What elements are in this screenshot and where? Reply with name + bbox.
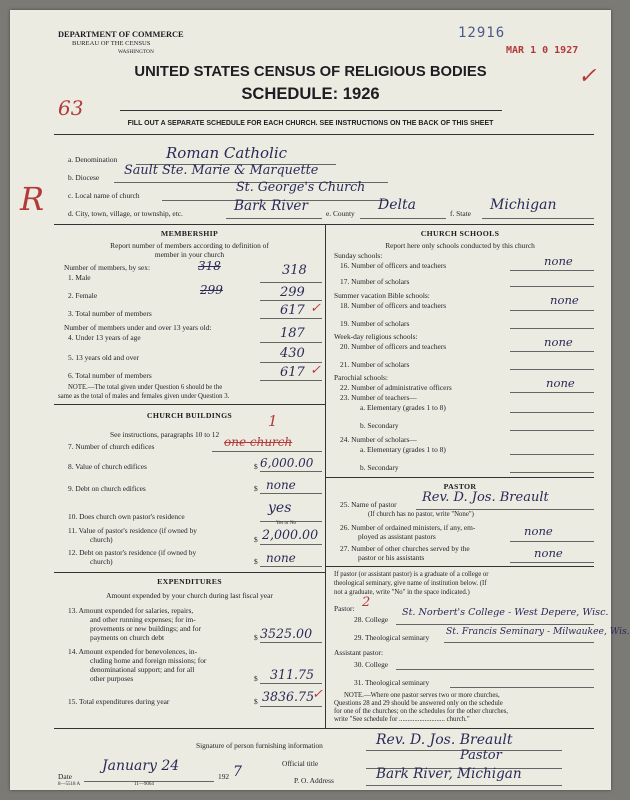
q27-label-2: pastor or his assistants <box>358 553 425 562</box>
schedule-number-stamp: 12916 <box>458 25 506 41</box>
membership-heading: MEMBERSHIP <box>160 229 219 238</box>
city-town-label: d. City, town, village, or township, etc. <box>68 209 183 218</box>
q7-label: 7. Number of church edifices <box>68 442 155 451</box>
local-name-label: c. Local name of church <box>68 191 140 200</box>
pastor-note-3: for one of the churches; on the schedules for the other churches, <box>334 708 509 715</box>
q12-dollar: $ <box>254 557 258 566</box>
q24-label: 24. Number of scholars— <box>340 435 417 444</box>
q8-value: 6,000.00 <box>260 456 314 470</box>
q20-value: none <box>544 335 573 349</box>
q29-label: 29. Theological seminary <box>354 633 430 642</box>
q22-label: 22. Number of administrative officers <box>340 383 452 392</box>
margin-r-mark: R <box>20 180 45 218</box>
census-schedule-sheet <box>10 10 630 790</box>
edifice-count-note: 1 <box>268 412 278 430</box>
q14-line-3: denominational support; and for all <box>90 665 195 674</box>
q14-line-2: cluding home and foreign missions; for <box>90 656 207 665</box>
q16-value: none <box>544 254 573 268</box>
q19-label: 19. Number of scholars <box>340 319 410 328</box>
q13-line-4: payments on church debt <box>90 633 165 642</box>
q10-hint: Yes or No <box>276 521 297 526</box>
q24b-label: b. Secondary <box>360 463 399 472</box>
signature-label: Signature of person furnishing information <box>196 741 323 750</box>
diocese-label: b. Diocese <box>68 173 100 182</box>
q13-line-3: provements or new buildings; and for <box>90 624 202 633</box>
pastor-heading: PASTOR <box>443 482 477 491</box>
q7-struck-value: one church <box>224 435 293 449</box>
q24a-label: a. Elementary (grades 1 to 8) <box>360 445 446 454</box>
q14-value: 311.75 <box>270 667 315 682</box>
q4-label: 4. Under 13 years of age <box>68 333 141 342</box>
q2-value: 299 <box>280 285 305 300</box>
q23a-label: a. Elementary (grades 1 to 8) <box>360 403 446 412</box>
q18-label: 18. Number of officers and teachers <box>340 301 447 310</box>
county-label: e. County <box>326 209 355 218</box>
summer-schools-label: Summer vacation Bible schools: <box>334 291 430 300</box>
q12-label-2: church) <box>90 557 113 566</box>
q14-line-1: 14. Amount expended for benevolences, in- <box>68 647 198 656</box>
q26-label-2: ployed as assistant pastors <box>358 532 436 541</box>
state-value: Michigan <box>490 197 557 213</box>
year-printed: 192 <box>218 772 230 781</box>
q15-label: 15. Total expenditures during year <box>68 697 170 706</box>
expenditures-intro: Amount expended by your church during last fiscal year <box>106 591 273 600</box>
schools-intro: Report here only schools conducted by this church <box>385 241 535 250</box>
q3-check-mark: ✓ <box>310 301 321 316</box>
bureau-label: BUREAU OF THE CENSUS <box>72 40 151 47</box>
sunday-schools-label: Sunday schools: <box>334 251 383 260</box>
q20-label: 20. Number of officers and teachers <box>340 342 447 351</box>
q28-value: St. Norbert's College - West Depere, Wisc. <box>402 607 609 618</box>
q27-value: none <box>534 546 563 560</box>
check-mark: ✓ <box>578 64 597 89</box>
q25-hint: (If church has no pastor, write "None") <box>368 511 474 518</box>
form-title: UNITED STATES CENSUS OF RELIGIOUS BODIES <box>134 64 487 80</box>
membership-intro-2: member in your church <box>154 250 225 259</box>
q6-label: 6. Total number of members <box>68 371 152 380</box>
received-date-stamp: MAR 1 0 1927 <box>506 45 579 56</box>
expenditures-heading: EXPENDITURES <box>157 577 222 586</box>
age-label: Number of members under and over 13 years old: <box>64 323 212 332</box>
q17-label: 17. Number of scholars <box>340 277 410 286</box>
graduate-para-2: theological seminary, give name of institution below. (If <box>334 580 487 587</box>
q26-label-1: 26. Number of ordained ministers, if any, em- <box>340 523 476 532</box>
membership-intro-1: Report number of members according to definition of <box>110 241 269 250</box>
city-town-value: Bark River <box>234 198 308 214</box>
q5-value: 430 <box>280 346 305 361</box>
q15-check-mark: ✓ <box>312 687 323 702</box>
q23b-label: b. Secondary <box>360 421 399 430</box>
q13-dollar: $ <box>254 633 258 642</box>
q18-value: none <box>550 293 579 307</box>
date-value: January 24 <box>102 758 180 774</box>
q10-label: 10. Does church own pastor's residence <box>68 512 185 521</box>
signature-value: Rev. D. Jos. Breault <box>376 732 513 748</box>
q9-dollar: $ <box>254 484 258 493</box>
pastor-sub-number: 2 <box>362 595 371 610</box>
q9-value: none <box>266 478 296 492</box>
q23-label: 23. Number of teachers— <box>340 393 417 402</box>
q11-value: 2,000.00 <box>262 527 319 542</box>
q31-label: 31. Theological seminary <box>354 678 430 687</box>
q12-label-1: 12. Debt on pastor's residence (if owned by <box>68 548 197 557</box>
buildings-heading: CHURCH BUILDINGS <box>146 411 233 420</box>
q13-value: 3525.00 <box>260 626 313 641</box>
q4-value: 187 <box>280 326 305 341</box>
official-title-label: Official title <box>282 759 319 768</box>
by-sex-label: Number of members, by sex: <box>64 263 150 272</box>
buildings-see-instructions: See instructions, paragraphs 10 to 12 <box>110 430 220 439</box>
city-label: WASHINGTON <box>118 49 154 55</box>
q9-label: 9. Debt on church edifices <box>68 484 146 493</box>
membership-note-2: same as the total of males and females given under Question 3. <box>58 393 230 400</box>
q1-label: 1. Male <box>68 273 91 282</box>
diocese-value: Sault Ste. Marie & Marquette <box>124 163 319 178</box>
pastor-note-2: Questions 28 and 29 should be answered only on the schedule <box>334 700 503 707</box>
form-number-2: 11—9064 <box>134 782 154 787</box>
q28-label: 28. College <box>354 615 389 624</box>
q8-label: 8. Value of church edifices <box>68 462 147 471</box>
year-handwritten: 7 <box>233 764 242 780</box>
q14-dollar: $ <box>254 674 258 683</box>
q13-line-1: 13. Amount expended for salaries, repairs, <box>68 606 194 615</box>
state-label: f. State <box>450 209 471 218</box>
q16-label: 16. Number of officers and teachers <box>340 261 447 270</box>
po-address-value: Bark River, Michigan <box>376 766 522 782</box>
instruction-line: FILL OUT A SEPARATE SCHEDULE FOR EACH CHURCH. SEE INSTRUCTIONS ON THE BACK OF THIS SHEET <box>127 120 494 127</box>
county-value: Delta <box>378 197 416 213</box>
graduate-para-3: not a graduate, write "No" in the space indicated.) <box>334 589 470 596</box>
q11-label-1: 11. Value of pastor's residence (if owned by <box>68 526 197 535</box>
official-title-value: Pastor <box>460 748 502 763</box>
q11-dollar: $ <box>254 535 258 544</box>
date-label: Date <box>58 772 72 781</box>
q5-label: 5. 13 years old and over <box>68 353 140 362</box>
q29-value: St. Francis Seminary - Milwaukee, Wis. <box>446 626 630 637</box>
q15-dollar: $ <box>254 697 258 706</box>
q30-label: 30. College <box>354 660 389 669</box>
q1-struck-value: 318 <box>198 259 221 273</box>
q13-line-2: and other running expenses; for im- <box>90 615 196 624</box>
q3-label: 3. Total number of members <box>68 309 152 318</box>
membership-note-1: NOTE.—The total given under Question 6 should be the <box>68 384 223 391</box>
assistant-pastor-label: Assistant pastor: <box>334 648 384 657</box>
pastor-note-1: NOTE.—Where one pastor serves two or more churches, <box>344 692 500 699</box>
q25-label: 25. Name of pastor <box>340 500 397 509</box>
schools-heading: CHURCH SCHOOLS <box>420 229 500 238</box>
pastor-note-4: write "See schedule for ........................... church." <box>334 716 470 723</box>
q22-value: none <box>546 376 575 390</box>
q26-value: none <box>524 524 553 538</box>
denomination-label: a. Denomination <box>68 155 118 164</box>
form-number: 8—5518 A <box>58 782 81 787</box>
po-address-label: P. O. Address <box>294 776 334 785</box>
q6-value: 617 <box>280 365 305 380</box>
weekday-schools-label: Week-day religious schools: <box>334 332 418 341</box>
local-name-value: St. George's Church <box>236 179 366 194</box>
q11-label-2: church) <box>90 535 113 544</box>
graduate-para-1: If pastor (or assistant pastor) is a graduate of a college or <box>334 571 489 578</box>
q25-value: Rev. D. Jos. Breault <box>422 490 549 505</box>
q10-value: yes <box>268 500 292 516</box>
q15-value: 3836.75 <box>262 689 315 704</box>
pastor-sub-label: Pastor: <box>334 604 355 613</box>
parochial-schools-label: Parochial schools: <box>334 373 388 382</box>
q2-struck-value: 299 <box>200 283 223 297</box>
q2-label: 2. Female <box>68 291 98 300</box>
q12-value: none <box>266 551 296 565</box>
q3-value: 617 <box>280 303 305 318</box>
q8-dollar: $ <box>254 462 258 471</box>
q27-label-1: 27. Number of other churches served by the <box>340 544 470 553</box>
q1-value: 318 <box>282 263 307 278</box>
q21-label: 21. Number of scholars <box>340 360 410 369</box>
department-label: DEPARTMENT OF COMMERCE <box>58 30 184 39</box>
q6-check-mark: ✓ <box>310 363 321 378</box>
denomination-value: Roman Catholic <box>166 144 288 162</box>
q14-line-4: other purposes <box>90 674 134 683</box>
form-subtitle: SCHEDULE: 1926 <box>241 84 380 103</box>
margin-number: 63 <box>58 96 84 120</box>
